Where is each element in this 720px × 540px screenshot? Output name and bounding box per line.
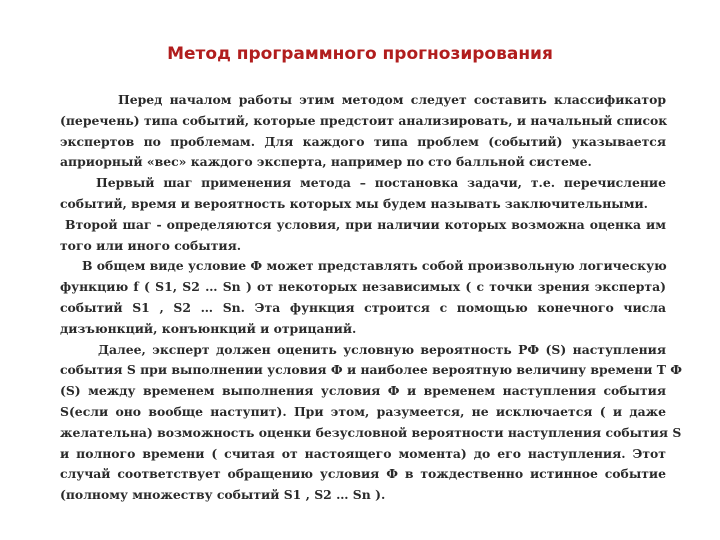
body-line: Перед началом работы этим методом следует составить классификатор [118, 92, 666, 107]
body-line: желательна) возможность оценки безусловной вероятности наступления события S [60, 424, 682, 440]
body-line: S(если оно вообще наступит). При этом, разумеется, не исключается ( и даже [60, 403, 666, 419]
body-line: и полного времени ( считая от настоящего момента) до его наступления. Этот [60, 445, 666, 461]
body-line: Второй шаг - определяются условия, при наличии которых возможна оценка им [65, 216, 666, 232]
slide-body [60, 90, 683, 506]
body-line: экспертов по проблемам. Для каждого типа проблем (событий) указывается [60, 133, 666, 149]
slide-title: Метод программного прогнозирования [167, 44, 553, 64]
body-line: (перечень) типа событий, которые предстоит анализировать, и начальный список [60, 112, 668, 128]
body-line: случай соответствует обращению условия Ф в тождественно истинное событие [60, 466, 666, 482]
body-line: (полному множеству событий S1 , S2 … Sn ). [60, 487, 386, 503]
body-line: дизъюнкций, конъюнкций и отрицаний. [60, 320, 357, 336]
body-line: Далее, эксперт должен оценить условную вероятность PФ (S) наступления [98, 341, 666, 357]
body-line: событий, время и вероятность которых мы будем называть заключительными. [60, 195, 648, 211]
body-line: событий S1 , S2 … Sn. Эта функция строится с помощью конечного числа [60, 299, 666, 315]
body-line: того или иного события. [60, 237, 242, 253]
body-line: события S при выполнении условия Ф и наиболее вероятную величину времени T Ф [60, 362, 683, 378]
body-line: функцию f ( S1, S2 … Sn ) от некоторых независимых ( с точки зрения эксперта) [60, 279, 666, 295]
body-line: (S) между временем выполнения условия Ф и временем наступления события [60, 383, 666, 399]
body-line: Первый шаг применения метода – постановка задачи, т.е. перечисление [96, 175, 666, 191]
body-line: В общем виде условие Ф может представлять собой произвольную логическую [82, 258, 667, 274]
body-line: априорный «вес» каждого эксперта, например по сто балльной системе. [60, 154, 592, 170]
